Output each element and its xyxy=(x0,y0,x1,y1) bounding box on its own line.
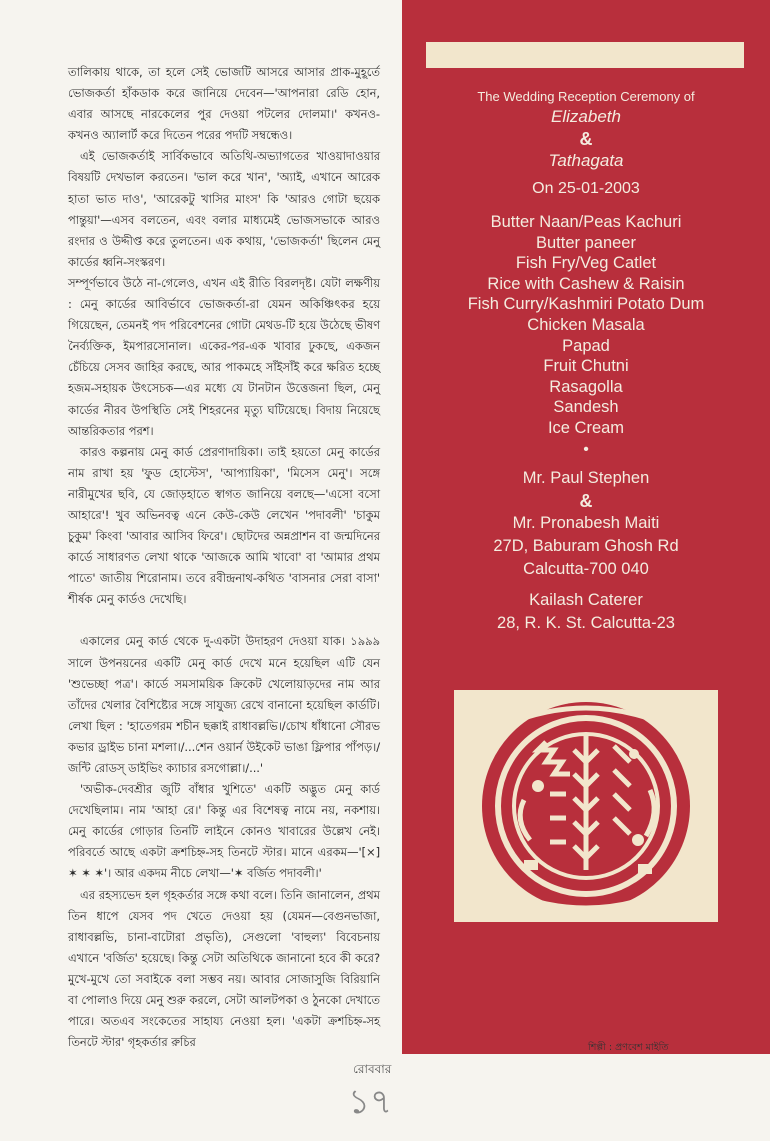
address-line: Calcutta-700 040 xyxy=(523,559,649,578)
page-number: ১৭ xyxy=(348,1082,393,1122)
menu-items xyxy=(412,212,760,439)
caterer-address: 28, R. K. St. Calcutta-23 xyxy=(497,613,675,632)
artist-credit: শিল্পী : প্রণবেশ মাইতি xyxy=(588,1042,669,1053)
address-line: 27D, Baburam Ghosh Rd xyxy=(493,536,679,555)
article-paragraph: এই ভোজকর্তাই সার্বিকভাবে অতিথি-অভ্যাগতের খাওয়াদাওয়ার বিষয়টি দেখভাল করতেন। 'ভাল করে খান', 'অ্যাই, এখানে আরেক হাতা ভাত দাও', 'আরেকটু খাসির মাংস' কি 'আরও গোটা ছয়েক পান্তুয়া'—এসব বলতেন, এবং বলার মাধ্যমেই ভোজসভাকে আরও রংদার ও উদ্দীপ্ত করে তুলতেন। এক কথায়, 'ভোজকর্তা' ছিলেন মেনু কার্ডের ধ্বনি-সংস্করণ। xyxy=(68,149,380,269)
menu-card-text xyxy=(412,88,760,635)
menu-card xyxy=(402,0,770,1054)
menu-item: Butter Naan/Peas Kachuri xyxy=(490,213,682,231)
article-paragraph: সম্পূর্ণভাবে উঠে না-গেলেও, এখন এই রীতি বিরলদৃষ্ট। যেটা লক্ষণীয় : মেনু কার্ডের আবির্ভাবে ভোজকর্তা-রা যেমন অকিঞ্চিৎকর হয়ে গিয়েছেন, তেমনই পদ পরিবেশনের গোটা মেথড-টি হয়ে উঠেছে ভীষণ নৈর্ব্যক্তিক, ইমপারসোনাল। একের-পর-এক খাবার ঢুকছে, একজন চেঁচিয়ে সেসব জাহির করছে, আর পাকমহে সাঁইসাঁই করে ক্ষরিত হচ্ছে হজম-সহায়ক উৎসেচক—এর মধ্যে যে টানটান উত্তেজনা ছিল, মেনু কার্ডের নীরব উপস্থিতি সেই শিহরনের মৃত্যু ঘটিয়েছে। বিদায় নিয়েছে আন্তরিকতার পরশ। xyxy=(68,275,380,438)
menu-item: Butter paneer xyxy=(536,233,636,252)
menu-item: Sandesh xyxy=(553,398,619,417)
menu-item: Rasagolla xyxy=(549,377,623,396)
menu-item: Fruit Chutni xyxy=(543,357,629,376)
host-name: Mr. Paul Stephen xyxy=(522,468,650,487)
host-ampersand: & xyxy=(579,490,593,511)
caterer-name: Kailash Caterer xyxy=(529,590,643,609)
groom-name: Tathagata xyxy=(548,151,624,170)
event-date: On 25-01-2003 xyxy=(532,180,640,197)
article-paragraph: এর রহস্যভেদ হল গৃহকর্তার সঙ্গে কথা বলে। তিনি জানালেন, প্রথম তিন ধাপে যেসব পদ খেতে দেওয়া হয় (যেমন—বেগুনভাজা, রাধাবল্লভি, চানা-বাটোরা প্রভৃতি), সেগুলো 'বাহুল্য' বিবেচনায় এখানে 'বর্জিত' হয়েছে। কিন্তু সেটা অতিথিকে জানানো হবে কী করে? মুখে-মুখে তো সবাইকে বলা সম্ভব নয়। আবার সোজাসুজি বিরিয়ানি বা পোলাও দিয়ে মেনু শুরু করলে, সেটা আলটপকা ও ঠুনকো দেখাতে পারে। অতএব সংকেতের সাহায্য নেওয়া হল। 'একটা ক্রশচিহ্ন-সহ তিনটে স্টার' গৃহকর্তার রুচির xyxy=(68,887,380,1050)
bullet-divider: • xyxy=(583,440,589,458)
bride-name: Elizabeth xyxy=(551,107,621,126)
menu-item: Fish Curry/Kashmiri Potato Dum xyxy=(467,295,705,314)
decorative-woodcut-art xyxy=(454,690,718,922)
menu-header: The Wedding Reception Ceremony of xyxy=(477,89,695,104)
couple-ampersand: & xyxy=(579,129,593,149)
article-paragraph: কারও কল্পনায় মেনু কার্ড প্রেরণাদায়িকা। তাই হয়তো মেনু কার্ডের নাম রাখা হয় 'ফুড হোস্টেস', 'আপ্যায়িকা', 'মিসেস মেনু'। সঙ্গে নারীমুখের ছবি, যে জোড়হাতে স্বাগত জানিয়ে বলছে—'এসো বসো আহারে'! খুব অভিনবত্ব এনে কেউ-কেউ লেখেন 'পদাবলী' 'চাকুম চুকুম' কিংবা 'আবার আসিব ফিরে'। ছোটদের অন্নপ্রাশন বা জন্মদিনের কার্ডে সাধারণত লেখা থাকে 'আজকে আমি খাবো' বা 'আমার প্রথম পাতে' জাতীয় শিরোনাম। তবে রবীন্দ্রনাথ-কথিত 'বাসনার সেরা বাসা' শীর্ষক মেনু কার্ডও দেখেছি। xyxy=(68,444,380,607)
menu-item: Papad xyxy=(562,336,610,355)
magazine-name: রোববার xyxy=(353,1062,392,1076)
cream-stripe xyxy=(426,42,744,68)
article-paragraph: একালের মেনু কার্ড থেকে দু-একটা উদাহরণ দেওয়া যাক। ১৯৯৯ সালে উপনয়নের একটি মেনু কার্ড দেখে মনে হয়েছিল এটি যেন 'শুভেচ্ছা পত্র'। কার্ডে সমসাময়িক ক্রিকেট খেলোয়াড়দের নাম আর তাঁদের খেলার বৈশিষ্ট্যের সঙ্গে সাযুজ্য রেখে বানানো হয়েছিল কার্ডটি। লেখা ছিল : 'হাতেগরম শচীন ছক্কাই রাধাবল্লভি।/চোখ ধাঁধানো সৌরভ কভার ড্রাইভ চানা মশলা।/...শেন ওয়ার্ন উইকেট ভাঙা ফ্লিপার পাঁপড়।/জন্টি রোডস্‌ ডাইভিং ক্যাচার রসগোল্লা।/...' xyxy=(68,634,380,775)
host-name: Mr. Pronabesh Maiti xyxy=(512,513,660,532)
article-paragraph: তালিকায় থাকে, তা হলে সেই ভোজটি আসরে আসার প্রাক-মুহূর্তে ভোজকর্তা হাঁকডাক করে জানিয়ে দেবেন—'আপনারা রেডি হোন, এবার আসছে নারকেলের পুর দেওয়া পটলের দোলমা।' কখনও-কখনও অ্যালার্ট করে দিতেন পরের পদটি সম্বন্ধেও। xyxy=(68,65,380,143)
menu-item: Ice Cream xyxy=(547,418,625,437)
menu-item: Chicken Masala xyxy=(527,315,645,334)
menu-item: Fish Fry/Veg Catlet xyxy=(515,254,657,273)
article-paragraph: 'অভীক-দেবশ্রীর জুটি বাঁধার খুশিতে' একটি অদ্ভুত মেনু কার্ড দেখেছিলাম। নাম 'আহা রে।' কিন্তু এর বিশেষত্ব নামে নয়, নকশায়। মেনু কার্ডের গোড়ার তিনটি লাইনে কোনও খাবারের উল্লেখ নেই। পরিবর্তে আছে একটা ক্রশচিহ্ন-সহ তিনটে স্টার। মানে এরকম—'[×] ✶ ✶ ✶'। আর একদম নীচে লেখা—'✶ বর্জিত পদাবলী।' xyxy=(68,782,380,881)
menu-item: Rice with Cashew & Raisin xyxy=(487,274,685,293)
article-column xyxy=(68,62,380,1053)
